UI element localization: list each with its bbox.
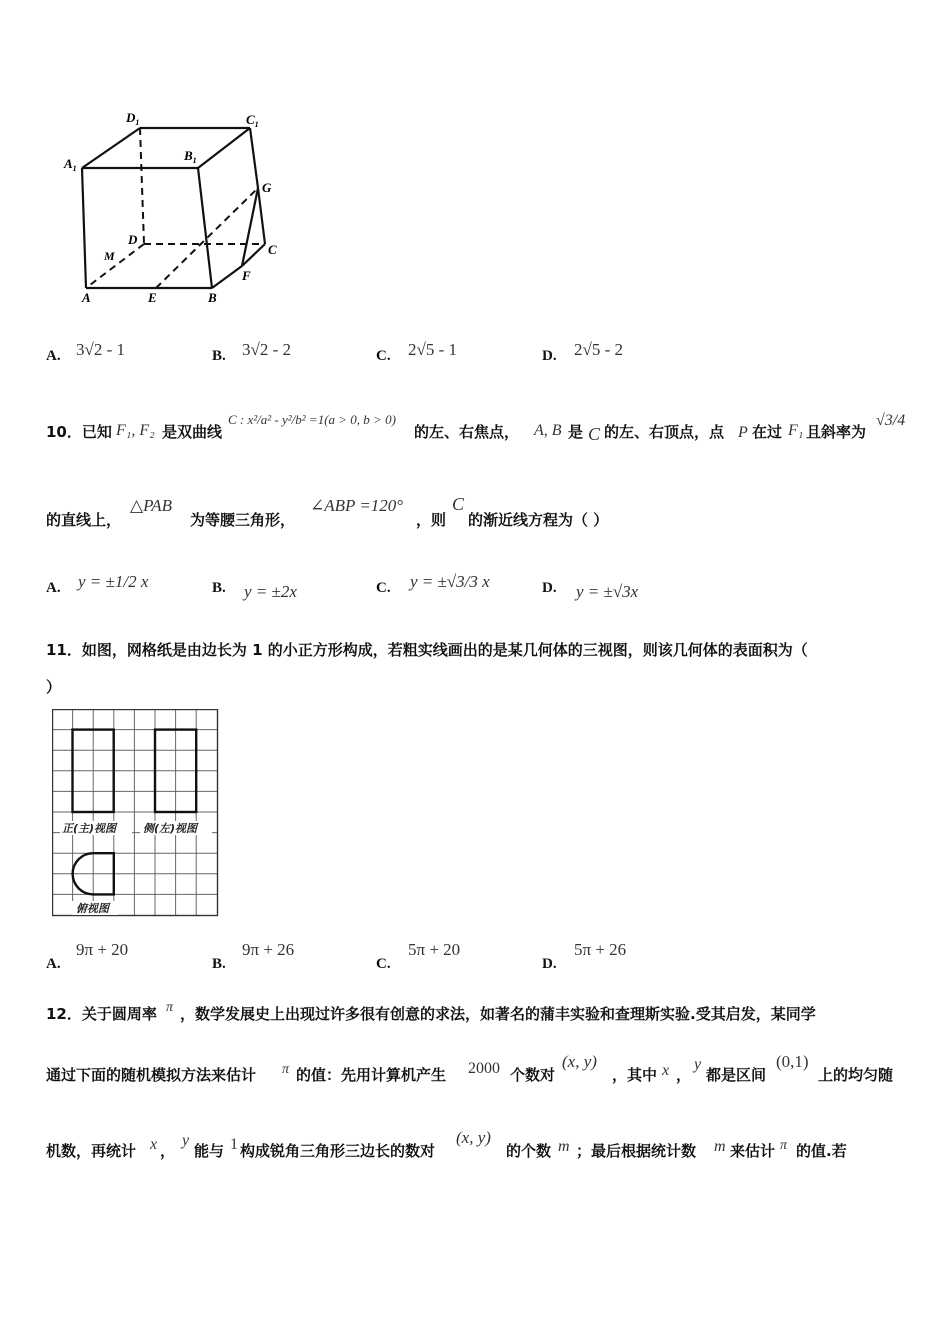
q10-line2-text-3: ，则 [416,511,447,529]
q10-option-d-value: y = ±√3x [576,582,639,601]
q10-text-2: 的左、右焦点， [414,423,520,441]
q12-line2-d: ，其中 [612,1066,658,1084]
label-b: B [208,290,217,305]
q9-option-b-value: 3√2 - 2 [242,340,291,359]
q12-pi-3: π [780,1138,788,1153]
q10-option-a-letter: A. [46,580,61,596]
q10-option-b-letter: B. [212,580,226,596]
q10-text-3: 是 [568,423,584,441]
top-view-label: 俯视图 [76,902,109,915]
three-view-grid-figure [52,709,220,917]
q9-option-d-letter: D. [542,348,557,364]
q12-pi-2: π [282,1062,290,1077]
q12-line3-f: 来估计 [730,1142,776,1160]
q10-ab: A, B [534,422,562,439]
q9-option-c-value: 2√5 - 1 [408,340,457,359]
q12-line3-e: ；最后根据统计数 [576,1142,697,1160]
q10-text-5: 在过 [752,423,783,441]
q12-xy-2: (x, y) [456,1128,491,1147]
q11-option-d-letter: D. [542,956,557,972]
q10-c: C [588,424,601,444]
label-g: G [262,180,272,195]
q10-p: P [738,424,748,441]
cube-figure [60,108,290,308]
q12-one: 1 [230,1136,238,1153]
q10-number: 10．已知 [46,423,112,441]
q10-option-c-letter: C. [376,580,391,596]
q10-angle: ∠ABP =120° [310,496,404,515]
q12-line2-e: 都是区间 [706,1066,767,1084]
q10-hyperbola-equation: C : x²/a² - y²/b² =1(a > 0, b > 0) [228,412,396,427]
label-f: F [242,268,251,283]
q12-pi-1: π [166,1000,174,1015]
q10-option-d-letter: D. [542,580,557,596]
q10-c2: C [452,494,465,514]
label-a1: $A_1$ [64,156,77,173]
q12-line2-f: 上的均匀随 [818,1066,894,1084]
q12-line2-c: 个数对 [510,1066,556,1084]
q10-f1: F₁ [788,422,804,439]
q12-m-1: m [558,1138,570,1155]
q12-line3-a: 机数，再统计 [46,1142,137,1160]
q12-comma-2: ， [160,1142,176,1160]
q12-line1-b: ，数学发展史上出现过许多很有创意的求法，如著名的蒲丰实验和查理斯实验.受其启发，某同学 [180,1005,816,1023]
q12-line3-d: 的个数 [506,1142,552,1160]
q10-line2-text-1: 的直线上， [46,511,122,529]
q10-option-b-value: y = ±2x [244,582,297,601]
q10-line2-text-4: 的渐近线方程为（ ） [468,511,609,529]
q10-text-4: 的左、右顶点，点 [604,423,725,441]
q11-option-d-value: 5π + 26 [574,940,627,959]
label-d1: $D_1$ [126,110,140,127]
q12-comma-1: ， [676,1066,692,1084]
q12-line3-b: 能与 [194,1142,225,1160]
front-view-label: 正(主)视图 [62,822,117,835]
q12-line2-b: 的值：先用计算机产生 [296,1066,447,1084]
side-view-label: 侧(左)视图 [143,822,198,835]
q12-m-2: m [714,1138,726,1155]
q10-option-c-value: y = ±√3/3 x [410,572,490,591]
q12-xy-1: (x, y) [562,1052,597,1071]
q10-line2-text-2: 为等腰三角形， [190,511,296,529]
q11-option-c-letter: C. [376,956,391,972]
label-a: A [82,290,91,305]
q12-x-1: x [662,1062,670,1079]
label-e: E [148,290,157,305]
q9-option-b-letter: B. [212,348,226,364]
q12-line3-g: 的值.若 [796,1142,847,1160]
q9-option-c-letter: C. [376,348,391,364]
q10-option-a-value: y = ±1/2 x [78,572,149,591]
q12-interval: (0,1) [776,1052,809,1071]
q10-triangle: △PAB [130,496,173,515]
label-d: D [128,232,138,247]
q12-y-1: y [694,1056,702,1073]
q12-y-2: y [182,1132,190,1149]
label-c1: $C_1$ [246,112,259,129]
q10-slope: √3/4 [876,412,906,429]
q12-line1-a: 12．关于圆周率 [46,1005,157,1023]
q12-line2-a: 通过下面的随机模拟方法来估计 [46,1066,257,1084]
q11-text-end: ） [46,678,62,696]
q9-option-a-letter: A. [46,348,61,364]
label-b1: $B_1$ [184,148,197,165]
q11-option-c-value: 5π + 20 [408,940,461,959]
label-m: M [104,249,115,263]
q12-line3-c: 构成锐角三角形三边长的数对 [240,1142,436,1160]
q9-option-a-value: 3√2 - 1 [76,340,125,359]
q11-text: 11．如图，网格纸是由边长为 1 的小正方形构成，若粗实线画出的是某几何体的三视图，则该几何体的表面积为（ [46,641,808,659]
q9-option-d-value: 2√5 - 2 [574,340,623,359]
q11-option-b-letter: B. [212,956,226,972]
q10-text-1: 是双曲线 [162,423,223,441]
q12-n-2000: 2000 [468,1060,500,1077]
q11-option-b-value: 9π + 26 [242,940,295,959]
q10-f1f2: F₁, F₂ [116,422,155,439]
cube-hidden-edges [86,128,265,288]
q11-option-a-letter: A. [46,956,61,972]
q10-text-6: 且斜率为 [806,423,867,441]
q12-x-2: x [150,1136,158,1153]
q11-option-a-value: 9π + 20 [76,940,129,959]
label-c: C [268,242,277,257]
